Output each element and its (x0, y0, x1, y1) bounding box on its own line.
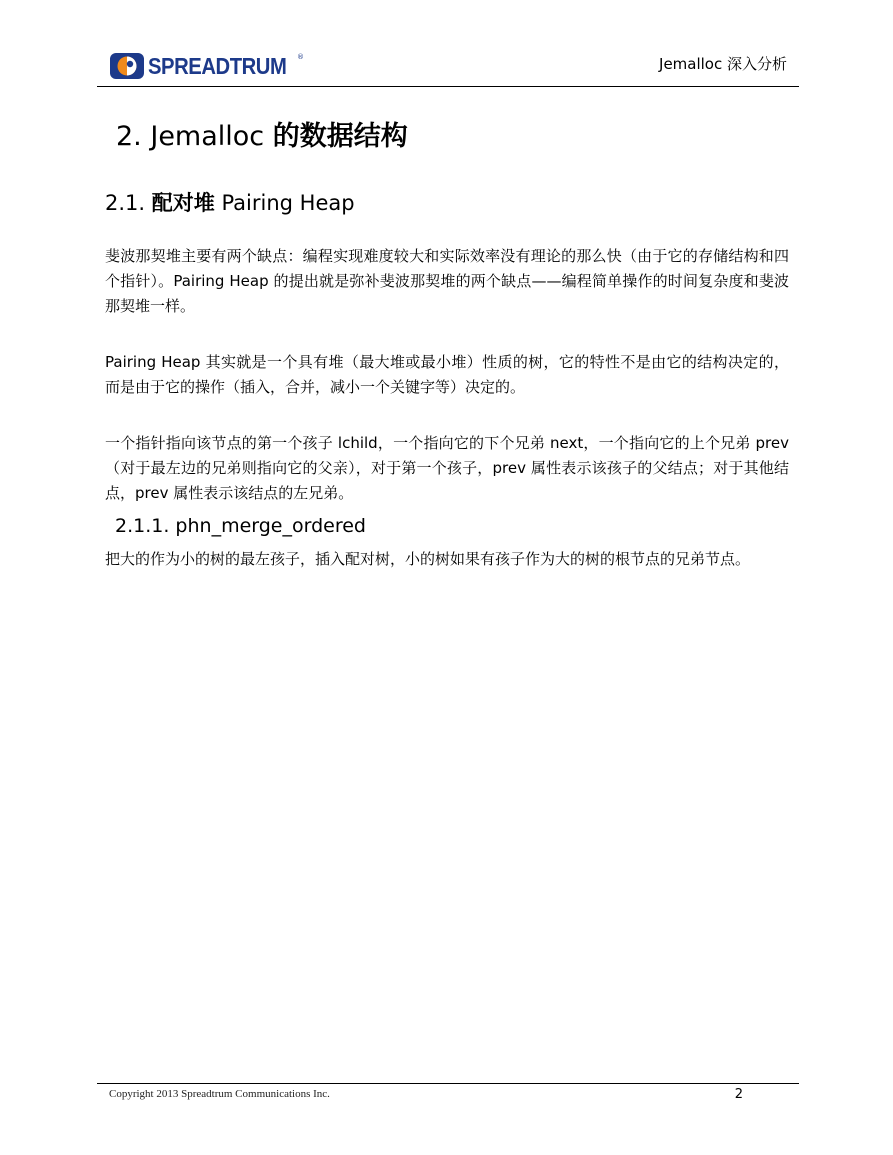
spreadtrum-logo-icon (109, 51, 145, 81)
subsection-heading (105, 187, 355, 217)
page-header (97, 40, 799, 87)
subsubsection-heading: 2.1.1. phn_merge_ordered (115, 515, 366, 537)
subsection-title-cn: 配对堆 (151, 191, 215, 215)
paragraph-merge-ordered: 把大的作为小的树的最左孩子，插入配对树，小的树如果有孩子作为大的树的根节点的兄弟节点。 (105, 550, 751, 568)
page-footer (97, 1083, 799, 1102)
paragraph-node-pointers: 一个指针指向该节点的第一个孩子 lchild，一个指向它的下个兄弟 next，一个指向它的上个兄弟 prev（对于最左边的兄弟则指向它的父亲），对于第一个孩子，prev 属性表示该孩子的父结点；对于其他结点，prev 属性表示该结点的左兄弟。 (105, 434, 789, 502)
section-title-latin: Jemalloc (150, 121, 265, 152)
subsection-number: 2.1. (105, 191, 146, 215)
registered-mark: ® (297, 53, 304, 61)
document-title: Jemalloc 深入分析 (659, 55, 787, 73)
section-number: 2. (116, 121, 142, 152)
footer-copyright: Copyright 2013 Spreadtrum Communications Inc. (109, 1088, 330, 1100)
subsection-title-en: Pairing Heap (221, 191, 355, 215)
paragraph-fibonacci-drawbacks: 斐波那契堆主要有两个缺点：编程实现难度较大和实际效率没有理论的那么快（由于它的存储结构和四个指针）。Pairing Heap 的提出就是弥补斐波那契堆的两个缺点——编程简单操作的时间复杂度和斐波那契堆一样。 (105, 247, 789, 315)
logo-text: SPREADTRUM (148, 52, 287, 79)
section-heading (116, 114, 408, 153)
spreadtrum-logo (109, 51, 305, 81)
paragraph-pairing-heap-definition: Pairing Heap 其实就是一个具有堆（最大堆或最小堆）性质的树，它的特性不是由它的结构决定的，而是由于它的操作（插入，合并，减小一个关键字等）决定的。 (105, 353, 789, 396)
section-title-cn: 的数据结构 (272, 121, 408, 152)
page-number: 2 (734, 1087, 743, 1102)
